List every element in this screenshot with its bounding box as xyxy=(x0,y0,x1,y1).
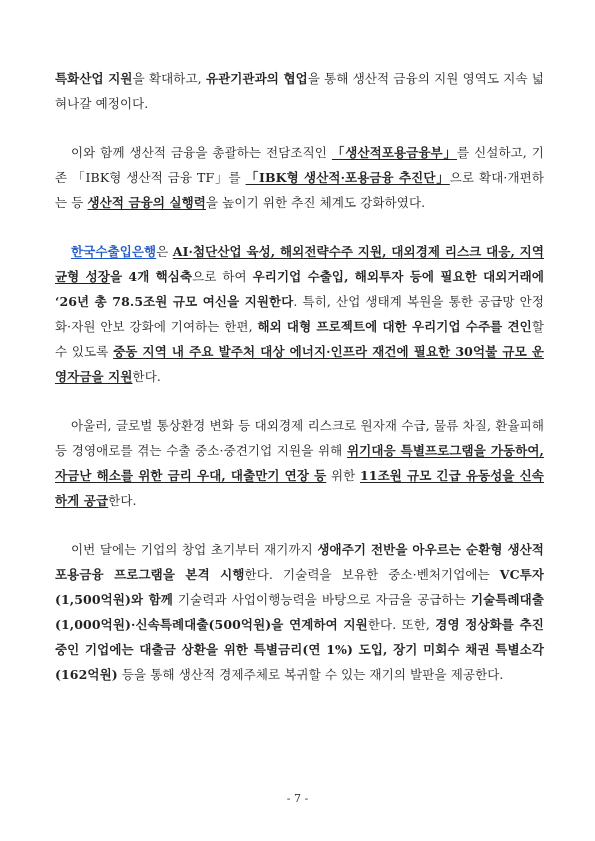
p3-institution-name: 한국수출입은행 xyxy=(71,244,157,259)
p4-text-3: 한다. xyxy=(108,493,137,508)
p5-text-5: 등을 통해 생산적 경제주체로 복귀할 수 있는 재기의 발판을 제공한다. xyxy=(117,667,504,682)
p4-underlined-1: 위기대응 특별프로그램을 가동하여, 자금난 해소를 위한 금리 우대, 대출만기 연장 등 xyxy=(55,443,545,483)
page-number: - 7 - xyxy=(286,792,309,805)
p5-bold-2: VC투자(1,500억원)와 함께 xyxy=(55,567,544,607)
p3-text-1: 은 xyxy=(156,244,173,259)
p2-text-3: 으로 확대·개편하는 등 xyxy=(55,170,544,210)
paragraph-2 xyxy=(55,140,544,215)
p4-underlined-2: 11조원 규모 긴급 유동성을 신속하게 공급 xyxy=(55,468,544,508)
p3-bold-2: 우리기업 수출입, 해외투자 등에 필요한 대외거래에 ‘26년 총 78.5조원 규모 여신을 지원한다 xyxy=(55,269,545,309)
p3-bold-1: 을 4개 핵심축 xyxy=(109,269,193,284)
p4-text-1: 아울러, 글로벌 통상환경 변화 등 대외경제 리스크로 원자재 수급, 물류 차질, 환율피해 등 경영애로를 겪는 수출 중소·중견기업 지원을 위해 xyxy=(55,418,544,458)
paragraph-5 xyxy=(55,537,544,687)
spacer xyxy=(55,116,544,140)
spacer xyxy=(55,513,544,537)
p3-bold-3: 해외 대형 프로젝트에 대한 우리기업 수주를 견인 xyxy=(257,319,532,334)
p5-text-3: 기술력과 사업이행능력을 바탕으로 자금을 공급하는 xyxy=(172,592,471,607)
p2-text-1: 이와 함께 생산적 금융을 총괄하는 전담조직인 xyxy=(71,145,332,160)
p2-underlined-3: 생산적 금융의 실행력 xyxy=(87,195,206,210)
p5-bold-1: 생애주기 전반을 아우르는 순환형 생산적 포용금융 프로그램을 본격 시행 xyxy=(55,542,544,582)
p1-bold-1: 특화산업 지원 xyxy=(55,71,133,86)
p2-underlined-2: 「IBK형 생산적·포용금융 추진단」 xyxy=(245,170,450,185)
p5-text-4: 한다. 또한, xyxy=(367,617,436,632)
p5-text-2: 한다. 기술력을 보유한 중소·벤처기업에는 xyxy=(244,567,500,582)
paragraph-1 xyxy=(55,66,544,116)
p1-text-2: 을 통해 생산적 금융의 지원 영역도 지속 넓혀나갈 예정이다. xyxy=(55,71,544,111)
spacer xyxy=(55,215,544,239)
paragraph-3 xyxy=(55,239,544,389)
p5-text-1: 이번 달에는 기업의 창업 초기부터 재기까지 xyxy=(71,542,318,557)
p3-underlined-1: AI·첨단산업 육성, 해외전략수주 지원, 대외경제 리스크 대응, 지역균형 성장 xyxy=(55,244,545,284)
paragraph-4 xyxy=(55,413,544,513)
p3-underlined-2: 중동 지역 내 주요 발주처 대상 에너지·인프라 재건에 필요한 30억불 규모 운영자금을 지원 xyxy=(55,344,544,384)
p2-underlined-1: 「생산적포용금융부」 xyxy=(331,145,458,160)
p3-text-2: 으로 하여 xyxy=(192,269,253,284)
p5-bold-4: 경영 정상화를 추진중인 기업에는 대출금 상환을 위한 특별금리(연 1%) 도입, 장기 미회수 채권 특별소각(162억원) xyxy=(55,617,544,682)
p2-text-4: 을 높이기 위한 추진 체계도 강화하였다. xyxy=(205,195,426,210)
p1-text-1: 을 확대하고, xyxy=(132,71,206,86)
p3-text-4: 할 수 있도록 xyxy=(55,319,544,359)
p5-bold-3: 기술특례대출(1,000억원)·신속특례대출(500억원)을 연계하여 지원 xyxy=(55,592,544,632)
p1-bold-2: 유관기관과의 협업 xyxy=(205,71,308,86)
p3-text-5: 한다. xyxy=(132,369,161,384)
document-body xyxy=(55,66,544,687)
p2-text-2: 를 신설하고, 기존 「IBK형 생산적 금융 TF」를 xyxy=(55,145,544,185)
spacer xyxy=(55,389,544,413)
p4-text-2: 위한 xyxy=(326,468,360,483)
p3-text-3: . 특히, 산업 생태계 복원을 통한 공급망 안정화·자원 안보 강화에 기여하는 한편, xyxy=(55,294,544,334)
